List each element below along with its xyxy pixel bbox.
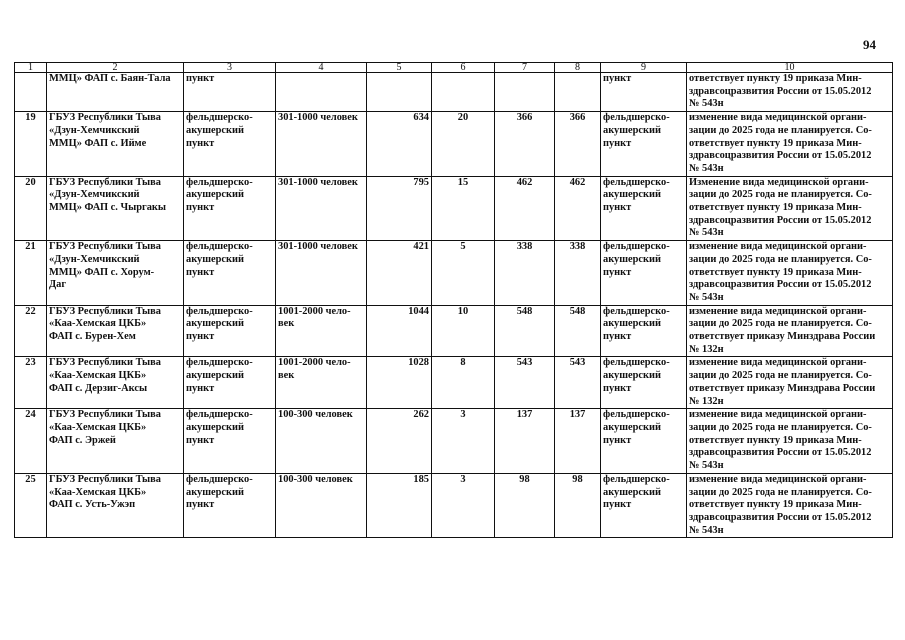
facilities-table [14, 62, 893, 538]
value-cell-7: 366 [495, 112, 555, 177]
population-cell [276, 357, 367, 409]
table-row [15, 305, 893, 357]
cell-text-line: ответствует приказу Минздрава России [689, 382, 876, 394]
value-cell-7: 548 [495, 305, 555, 357]
value-cell-7: 338 [495, 241, 555, 306]
value-cell-8: 137 [555, 409, 601, 474]
cell-text-line: ГБУЗ Республики Тыва [49, 305, 161, 317]
cell-text-line: № 543н [689, 460, 724, 472]
facility-type-cell [184, 112, 276, 177]
cell-text-line: Даг [49, 279, 67, 291]
population-cell [276, 409, 367, 474]
cell-text-line: зации до 2025 года не планируется. Со- [689, 318, 872, 330]
column-header-row [15, 63, 893, 73]
cell-text-line: № 132н [689, 395, 724, 407]
value-cell-6: 20 [432, 112, 495, 177]
value-cell-7: 137 [495, 409, 555, 474]
cell-text-line: фельдшерско- [603, 305, 670, 317]
target-type-cell [601, 73, 687, 112]
facility-name-cell [47, 73, 184, 112]
cell-text-line: изменение вида медицинской органи- [689, 241, 867, 253]
column-header: 9 [601, 63, 687, 73]
facility-type-cell [184, 176, 276, 241]
column-header: 8 [555, 63, 601, 73]
cell-text-line: 301-1000 человек [278, 112, 358, 124]
note-cell [687, 305, 893, 357]
cell-text-line: пункт [186, 434, 215, 446]
row-number-cell [15, 73, 47, 112]
facility-type-cell [184, 73, 276, 112]
facility-name-cell [47, 409, 184, 474]
cell-text-line: ММЦ» ФАП с. Баян-Тала [49, 73, 171, 84]
cell-text-line: акушерский [186, 486, 244, 498]
facility-type-cell [184, 357, 276, 409]
cell-text-line: «Каа-Хемская ЦКБ» [49, 486, 147, 498]
cell-text-line: ГБУЗ Республики Тыва [49, 176, 161, 188]
cell-text-line: ответствует пункту 19 приказа Мин- [689, 73, 862, 84]
cell-text-line: пункт [186, 137, 215, 149]
cell-text-line: ГБУЗ Республики Тыва [49, 409, 161, 421]
cell-text-line: фельдшерско- [603, 241, 670, 253]
cell-text-line: акушерский [603, 189, 661, 201]
cell-text-line: фельдшерско- [186, 112, 253, 124]
cell-text-line: ответствует пункту 19 приказа Мин- [689, 266, 862, 278]
cell-text-line: фельдшерско- [603, 357, 670, 369]
cell-text-line: пункт [186, 331, 215, 343]
cell-text-line: здравсоцразвития России от 15.05.2012 [689, 214, 872, 226]
row-number-cell: 23 [15, 357, 47, 409]
cell-text-line: фельдшерско- [603, 473, 670, 485]
cell-text-line: акушерский [603, 124, 661, 136]
table-row [15, 176, 893, 241]
page-number: 94 [863, 37, 876, 52]
cell-text-line: пункт [186, 202, 215, 214]
facility-name-cell [47, 176, 184, 241]
cell-text-line: здравсоцразвития России от 15.05.2012 [689, 279, 872, 291]
cell-text-line: век [278, 318, 295, 330]
cell-text-line: пункт [186, 266, 215, 278]
column-header: 10 [687, 63, 893, 73]
cell-text-line: акушерский [186, 189, 244, 201]
note-cell [687, 73, 893, 112]
column-header: 5 [367, 63, 432, 73]
target-type-cell [601, 473, 687, 538]
cell-text-line: «Дзун-Хемчикский [49, 124, 140, 136]
cell-text-line: зации до 2025 года не планируется. Со- [689, 189, 872, 201]
cell-text-line: пункт [603, 266, 632, 278]
cell-text-line: век [278, 370, 295, 382]
cell-text-line: зации до 2025 года не планируется. Со- [689, 421, 872, 433]
cell-text-line: акушерский [186, 124, 244, 136]
value-cell-5: 1044 [367, 305, 432, 357]
facility-type-cell [184, 305, 276, 357]
value-cell-5: 185 [367, 473, 432, 538]
value-cell-5 [367, 73, 432, 112]
cell-text-line: фельдшерско- [186, 176, 253, 188]
column-header: 7 [495, 63, 555, 73]
cell-text-line: ГБУЗ Республики Тыва [49, 473, 161, 485]
facility-name-cell [47, 305, 184, 357]
facility-name-cell [47, 473, 184, 538]
target-type-cell [601, 112, 687, 177]
cell-text-line: 301-1000 человек [278, 241, 358, 253]
cell-text-line: зации до 2025 года не планируется. Со- [689, 253, 872, 265]
population-cell [276, 112, 367, 177]
target-type-cell [601, 241, 687, 306]
value-cell-8: 98 [555, 473, 601, 538]
column-header: 6 [432, 63, 495, 73]
note-cell [687, 473, 893, 538]
cell-text-line: акушерский [603, 370, 661, 382]
cell-text-line: ответствует пункту 19 приказа Мин- [689, 137, 862, 149]
cell-text-line: ММЦ» ФАП с. Чыргакы [49, 202, 167, 214]
cell-text-line: изменение вида медицинской органи- [689, 409, 867, 421]
cell-text-line: ГБУЗ Республики Тыва [49, 112, 161, 124]
cell-text-line: 1001-2000 чело- [278, 305, 351, 317]
cell-text-line: фельдшерско- [186, 409, 253, 421]
row-number-cell: 20 [15, 176, 47, 241]
cell-text-line: ФАП с. Дерзиг-Аксы [49, 382, 148, 394]
cell-text-line: акушерский [603, 318, 661, 330]
value-cell-5: 1028 [367, 357, 432, 409]
cell-text-line: ФАП с. Усть-Ужэп [49, 499, 136, 511]
cell-text-line: 1001-2000 чело- [278, 357, 351, 369]
table-row [15, 473, 893, 538]
cell-text-line: пункт [603, 434, 632, 446]
cell-text-line: фельдшерско- [186, 305, 253, 317]
note-cell [687, 176, 893, 241]
cell-text-line: ФАП с. Бурен-Хем [49, 331, 136, 343]
population-cell [276, 176, 367, 241]
cell-text-line: изменение вида медицинской органи- [689, 357, 867, 369]
table-row [15, 357, 893, 409]
cell-text-line: № 543н [689, 524, 724, 536]
cell-text-line: здравсоцразвития России от 15.05.2012 [689, 150, 872, 162]
value-cell-6: 15 [432, 176, 495, 241]
cell-text-line: фельдшерско- [186, 357, 253, 369]
cell-text-line: «Каа-Хемская ЦКБ» [49, 318, 147, 330]
cell-text-line: «Каа-Хемская ЦКБ» [49, 421, 147, 433]
cell-text-line: фельдшерско- [603, 176, 670, 188]
cell-text-line: 100-300 человек [278, 473, 353, 485]
value-cell-8: 548 [555, 305, 601, 357]
value-cell-8: 543 [555, 357, 601, 409]
facility-type-cell [184, 409, 276, 474]
cell-text-line: зации до 2025 года не планируется. Со- [689, 370, 872, 382]
cell-text-line: фельдшерско- [603, 409, 670, 421]
target-type-cell [601, 357, 687, 409]
cell-text-line: акушерский [186, 421, 244, 433]
value-cell-5: 795 [367, 176, 432, 241]
note-cell [687, 409, 893, 474]
note-cell [687, 112, 893, 177]
cell-text-line: акушерский [603, 253, 661, 265]
cell-text-line: пункт [186, 499, 215, 511]
value-cell-6 [432, 73, 495, 112]
population-cell [276, 473, 367, 538]
cell-text-line: акушерский [603, 486, 661, 498]
cell-text-line: здравсоцразвития России от 15.05.2012 [689, 447, 872, 459]
cell-text-line: здравсоцразвития России от 15.05.2012 [689, 85, 872, 97]
table-body [15, 73, 893, 538]
cell-text-line: пункт [186, 382, 215, 394]
cell-text-line: ММЦ» ФАП с. Хорум- [49, 266, 155, 278]
cell-text-line: зации до 2025 года не планируется. Со- [689, 124, 872, 136]
cell-text-line: ГБУЗ Республики Тыва [49, 357, 161, 369]
cell-text-line: «Каа-Хемская ЦКБ» [49, 370, 147, 382]
value-cell-7: 98 [495, 473, 555, 538]
cell-text-line: ММЦ» ФАП с. Ийме [49, 137, 147, 149]
value-cell-8: 462 [555, 176, 601, 241]
facility-name-cell [47, 357, 184, 409]
target-type-cell [601, 305, 687, 357]
column-header: 3 [184, 63, 276, 73]
cell-text-line: пункт [603, 331, 632, 343]
value-cell-6: 5 [432, 241, 495, 306]
cell-text-line: пункт [603, 137, 632, 149]
cell-text-line: № 543н [689, 227, 724, 239]
row-number-cell: 21 [15, 241, 47, 306]
population-cell [276, 241, 367, 306]
value-cell-7: 462 [495, 176, 555, 241]
cell-text-line: Изменение вида медицинской органи- [689, 176, 869, 188]
facility-type-cell [184, 473, 276, 538]
cell-text-line: пункт [603, 382, 632, 394]
cell-text-line: фельдшерско- [603, 112, 670, 124]
cell-text-line: акушерский [603, 421, 661, 433]
cell-text-line: зации до 2025 года не планируется. Со- [689, 486, 872, 498]
cell-text-line: пункт [186, 73, 215, 84]
cell-text-line: фельдшерско- [186, 473, 253, 485]
facility-type-cell [184, 241, 276, 306]
cell-text-line: «Дзун-Хемчикский [49, 253, 140, 265]
target-type-cell [601, 409, 687, 474]
table-row [15, 112, 893, 177]
note-cell [687, 241, 893, 306]
cell-text-line: акушерский [186, 253, 244, 265]
cell-text-line: акушерский [186, 370, 244, 382]
value-cell-6: 10 [432, 305, 495, 357]
table-row [15, 241, 893, 306]
population-cell [276, 305, 367, 357]
value-cell-8 [555, 73, 601, 112]
value-cell-7: 543 [495, 357, 555, 409]
value-cell-8: 366 [555, 112, 601, 177]
population-cell [276, 73, 367, 112]
cell-text-line: 100-300 человек [278, 409, 353, 421]
column-header: 2 [47, 63, 184, 73]
cell-text-line: № 132н [689, 343, 724, 355]
row-number-cell: 19 [15, 112, 47, 177]
value-cell-7 [495, 73, 555, 112]
cell-text-line: изменение вида медицинской органи- [689, 473, 867, 485]
cell-text-line: изменение вида медицинской органи- [689, 112, 867, 124]
cell-text-line: пункт [603, 202, 632, 214]
cell-text-line: фельдшерско- [186, 241, 253, 253]
column-header: 4 [276, 63, 367, 73]
cell-text-line: 301-1000 человек [278, 176, 358, 188]
row-number-cell: 22 [15, 305, 47, 357]
cell-text-line: № 543н [689, 291, 724, 303]
value-cell-6: 3 [432, 409, 495, 474]
cell-text-line: № 543н [689, 98, 724, 110]
row-number-cell: 25 [15, 473, 47, 538]
value-cell-5: 262 [367, 409, 432, 474]
cell-text-line: здравсоцразвития России от 15.05.2012 [689, 511, 872, 523]
facility-name-cell [47, 241, 184, 306]
cell-text-line: ГБУЗ Республики Тыва [49, 241, 161, 253]
facility-name-cell [47, 112, 184, 177]
target-type-cell [601, 176, 687, 241]
cell-text-line: № 543н [689, 162, 724, 174]
row-number-cell: 24 [15, 409, 47, 474]
cell-text-line: ответствует пункту 19 приказа Мин- [689, 202, 862, 214]
table-row [15, 409, 893, 474]
cell-text-line: акушерский [186, 318, 244, 330]
value-cell-5: 421 [367, 241, 432, 306]
value-cell-5: 634 [367, 112, 432, 177]
cell-text-line: «Дзун-Хемчикский [49, 189, 140, 201]
value-cell-6: 3 [432, 473, 495, 538]
column-header: 1 [15, 63, 47, 73]
cell-text-line: пункт [603, 499, 632, 511]
value-cell-6: 8 [432, 357, 495, 409]
cell-text-line: изменение вида медицинской органи- [689, 305, 867, 317]
note-cell [687, 357, 893, 409]
cell-text-line: ответствует пункту 19 приказа Мин- [689, 434, 862, 446]
table-row [15, 73, 893, 112]
cell-text-line: пункт [603, 73, 632, 84]
cell-text-line: ответствует приказу Минздрава России [689, 331, 876, 343]
cell-text-line: ФАП с. Эржей [49, 434, 116, 446]
cell-text-line: ответствует пункту 19 приказа Мин- [689, 499, 862, 511]
value-cell-8: 338 [555, 241, 601, 306]
